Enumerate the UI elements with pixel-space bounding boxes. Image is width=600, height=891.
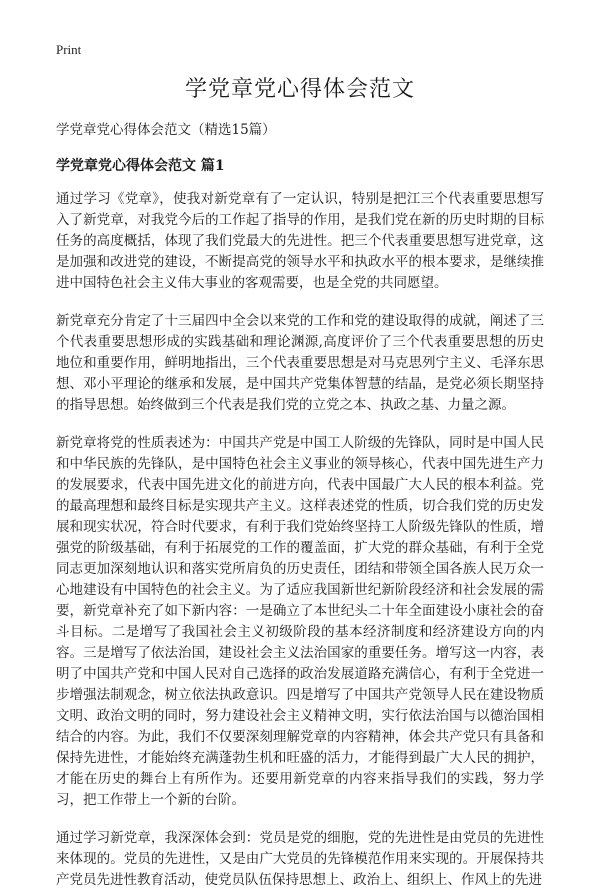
document-subtitle: 学党章党心得体会范文（精选15篇） xyxy=(56,122,276,138)
section-heading: 学党章党心得体会范文 篇1 xyxy=(56,158,225,174)
paragraph-2: 新党章充分肯定了十三届四中全会以来党的工作和党的建设取得的成就，阐述了三个代表重要思想形成的实践基础和理论渊源,高度评价了三个代表重要思想的历史地位和重要作用，鲜明地指出，三个代表重要思想是对马克思列宁主义、毛泽东思想、邓小平理论的继承和发展，是中国共产党集体智慧的结晶，是党必须长期坚持的指导思想。始终做到三个代表是我们党的立党之本、执政之基、力量之源。 xyxy=(56,313,544,413)
document-title: 学党章党心得体会范文 xyxy=(184,77,415,102)
print-link[interactable]: Print xyxy=(56,42,82,57)
paragraph-1: 通过学习《党章》，使我对新党章有了一定认识，特别是把江三个代表重要思想写入了新党章，对我党今后的工作起了指导的作用，是我们党在新的历史时期的目标任务的高度概括，体现了我们党最大的先进性。把三个代表重要思想写进党章，这是加强和改进党的建设，不断提高党的领导水平和执政水平的根本要求，是继续推进中国特色社会主义伟大事业的客观需要，也是全党的共同愿望。 xyxy=(56,191,544,291)
paragraph-4: 通过学习新党章，我深深体会到：党员是党的细胞，党的先进性是由党员的先进性来体现的。党员的先进性，又是由广大党员的先锋模范作用来实现的。开展保持共产党员先进性教育活动，使党员队伍保持思想上、政治上、组织上、作风上的先进 xyxy=(56,830,544,888)
paragraph-3: 新党章将党的性质表述为：中国共产党是中国工人阶级的先锋队，同时是中国人民和中华民族的先锋队，是中国特色社会主义事业的领导核心，代表中国先进生产力的发展要求，代表中国先进文化的前进方向，代表中国最广大人民的根本利益。党的最高理想和最终目标是实现共产主义。这样表述党的性质，切合我们党的历史发展和现实状况，符合时代要求，有利于我们党始终坚持工人阶级先锋队的性质，增强党的阶级基础，有利于拓展党的工作的覆盖面，扩大党的群众基础，有利于全党同志更加深刻地认识和落实党所肩负的历史责任，团结和带领全国各族人民万众一心地建设有中国特色的社会主义。为了适应我国新世纪新阶段经济和社会发展的需要，新党章补充了如下新内容：一是确立了本世纪头二十年全面建设小康社会的奋斗目标。二是增写了我国社会主义初级阶段的基本经济制度和经济建设方向的内容。三是增写了依法治国，建设社会主义法治国家的重要任务。增写这一内容，表明了中国共产党和中国人民对自己选择的政治发展道路充满信心，有利于全党进一步增强法制观念，树立依法执政意识。四是增写了中国共产党领导人民在建设物质文明、政治文明的同时，努力建设社会主义精神文明，实行依法治国与以德治国相结合的内容。为此，我们不仅要深刻理解党章的内容精神，体会共产党只有具备和保持先进性，才能始终充满蓬勃生机和旺盛的活力，才能得到最广大人民的拥护，才能在历史的舞台上有所作为。还要用新党章的内容来指导我们的实践，努力学习，把工作带上一个新的台阶。 xyxy=(56,435,544,808)
